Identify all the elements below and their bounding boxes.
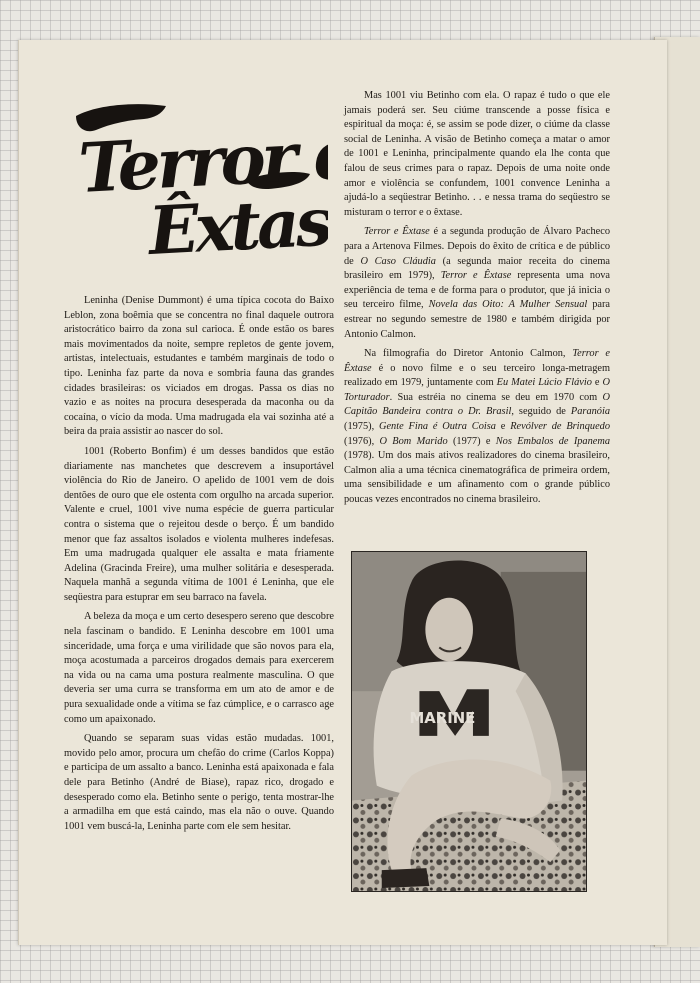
text-run: , seguido de — [511, 406, 571, 418]
actress-photo — [351, 551, 587, 892]
film-title: Paranóia — [570, 406, 610, 418]
text-run: Na filmografia do Diretor Antonio Calmon, — [364, 348, 573, 360]
text-run: . Sua estréia no cinema se deu em 1970 com — [389, 391, 603, 403]
paragraph-filmography — [344, 347, 610, 508]
text-run: (1978). Um dos mais ativos realizadores do cinema brasileiro, Calmon alia a uma técnica cinematográfica de primeira ordem, uma sensibilidade e um afinamento com o grande público poucas vezes encontrados no cinema brasileiro. — [344, 450, 610, 506]
paragraph: Leninha (Denise Dummont) é uma típica cocota do Baixo Leblon, zona boêmia que se concentra no final daquele outrora aristocrático bairro da zona sul carioca. É onde estão os bares mais movimentados da noite, sempre repletos de gente jovem, artistas, intelectuais, estudantes e também marginais de todo o tipo. Leninha faz parte da nova e sombria fauna das grandes cidades brasileiras: os viciados em drogas. Passa os dias no vazio e as noites na procura desesperada da maconha ou da cocaína, o vício da moda. Uma madrugada ela vai sozinha até a beira da praia assistir ao nascer do sol. — [64, 295, 334, 438]
paragraph: A beleza da moça e um certo desespero sereno que descobre nela fascinam o bandido. E Leninha descobre em 1001 uma sinceridade, uma força e uma virilidade que são novos para ela, moça acostumada a parceiros drogados demais para exercerem na vida ou na cama uma postura realmente masculina. O que deveria ser uma curra se transforma em um ato de amor e de pura sexualidade onde a vítima se faz cúmplice, e o carrasco age como um apaixonado. — [64, 611, 334, 725]
film-title: O Torturador — [344, 377, 610, 403]
logo-line-2: Êxtase — [146, 180, 328, 269]
film-title: Revólver de Brinquedo — [510, 421, 611, 433]
film-title: O Caso Cláudia — [360, 255, 436, 267]
film-title: Gente Fina é Outra Coisa — [378, 421, 496, 433]
shirt-text: MARINE — [409, 708, 476, 727]
film-title: O Bom Marido — [379, 435, 448, 447]
text-run: (1976), — [344, 435, 380, 447]
logo-line-1: Terror e — [76, 114, 328, 209]
title-logo-art — [58, 64, 328, 269]
paragraph: 1001 (Roberto Bonfim) é um desses bandidos que estão diariamente nas manchetes que descrevem a insuportável violência do Rio de Janeiro. O apelido de 1001 vem de dois dentões de ouro que ele ostenta com orgulho na arcada superior. Valente e cruel, 1001 vive numa espécie de guerra particular contra o sistema que o rejeitou desde o berço. É um bandido menor que faz assaltos isolados e violenta mulheres indefesas. Em uma madrugada qualquer ele assalta e mata friamente Adelina (Gracinda Freire), uma mulher solitária e desesperada. Naquela manhã a segunda vítima de 1001 é Leninha, que ele seqüestra para estuprar em seu barraco na favela. — [64, 445, 334, 603]
film-title: Terror e Êxtase — [440, 270, 512, 282]
title-logo — [58, 64, 328, 269]
film-title: Terror e Êxtase — [344, 348, 611, 374]
paragraph: Mas 1001 viu Betinho com ela. O rapaz é tudo o que ele jamais poderá ser. Seu ciúme transcende a posse física e espiritual da moça: é, se assim se pode dizer, o ciúme da classe social de Leninha. A visão de Betinho começa a matar o amor de 1001 e Leninha, principalmente quando ela lhe conta que falou de seus crimes para o rapaz. Depois de uma noite onde amor e violência se confundem, 1001 convence Leninha a ajudá-lo a seqüestrar Betinho. . . e nessa trama do seqüestro se misturam o terror e o êxtase. — [344, 90, 610, 218]
left-column — [64, 294, 334, 834]
text-run: (a segunda maior receita do cinema brasileiro em 1979), — [344, 255, 610, 282]
film-title: Nos Embalos de Ipanema — [495, 435, 611, 447]
text-run: e — [495, 421, 511, 433]
text-run: (1975), — [344, 421, 379, 433]
photo-art — [352, 552, 586, 891]
text-run: para estrear no segundo semestre de 1980 e também dirigida por Antonio Calmon. — [344, 299, 610, 340]
paragraph-production — [344, 225, 610, 342]
text-run: representa uma nova experiência de tema e de forma para o produtor, que já inicia o seu terceiro filme, — [344, 270, 610, 311]
film-title: O Capitão Bandeira contra o Dr. Brasil — [344, 391, 610, 418]
text-run: é a segunda produção de Álvaro Pacheco para a Artenova Filmes. Depois do êxito de crítica e de público de — [344, 226, 610, 267]
text-run: (1977) e — [447, 435, 496, 447]
text-run: é o novo filme e o seu terceiro longa-metragem realizado em 1979, juntamente com — [344, 362, 610, 389]
text-run: e — [591, 377, 603, 389]
paragraph: Quando se separam suas vidas estão mudadas. 1001, movido pelo amor, procura um chefão do crime (Carlos Koppa) e participa de um assalto a banco. Leninha está apaixonada e fala dele para Betinho (André de Biase), rapaz rico, drogado e desesperado como ela. Betinho sente o perigo, tenta mostrar-lhe a armadilha em que está caindo, mas ela não o ouve. Quando 1001 vem buscá-la, Leninha parte com ele sem hesitar. — [64, 733, 334, 832]
film-title: Novela das Oito: A Mulher Sensual — [428, 299, 588, 311]
right-column — [344, 89, 610, 508]
film-title: Eu Matei Lúcio Flávio — [496, 377, 592, 389]
film-title: Terror e Êxtase — [364, 226, 430, 238]
